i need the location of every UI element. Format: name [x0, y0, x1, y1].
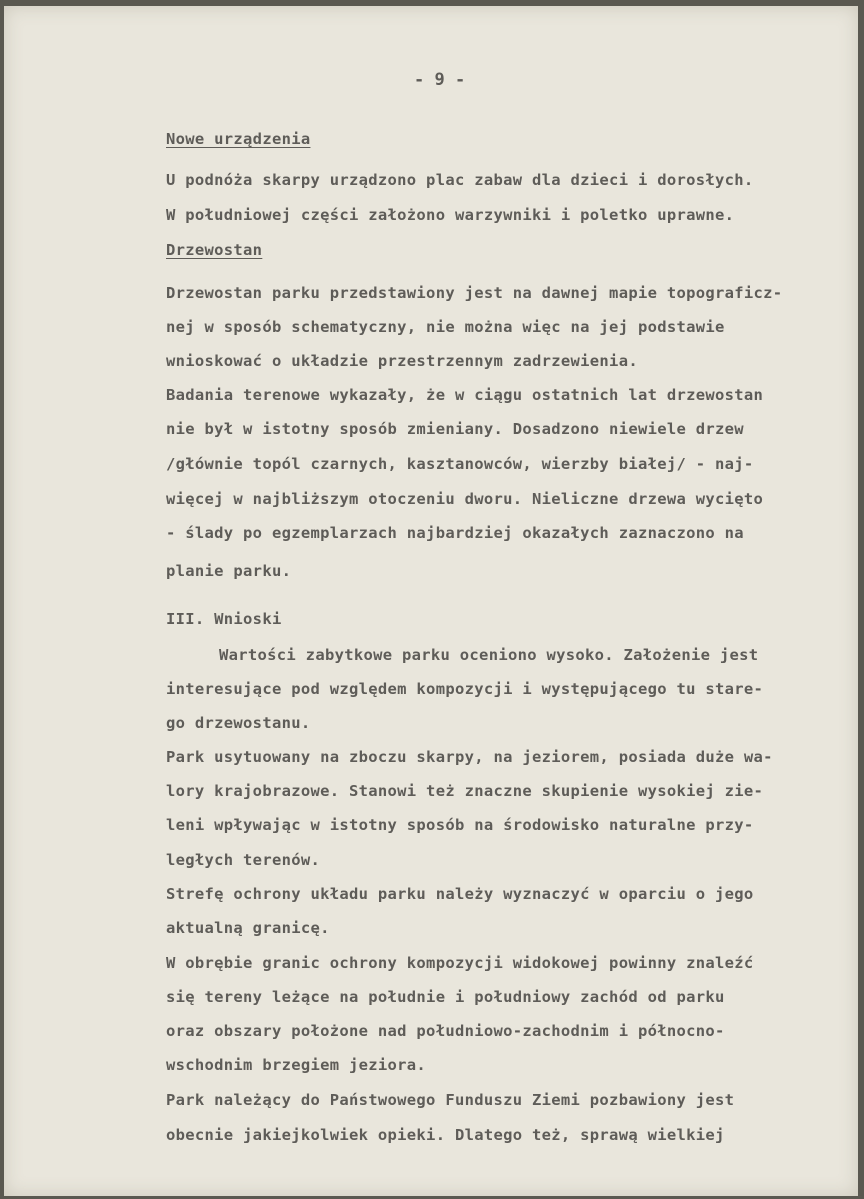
text-line: aktualną granicę. — [166, 919, 330, 937]
section-heading: Drzewostan — [166, 241, 263, 259]
text-line: go drzewostanu. — [166, 714, 311, 732]
section-heading: III. Wnioski — [166, 610, 282, 628]
text-line: U podnóża skarpy urządzono plac zabaw dla dzieci i dorosłych. — [166, 171, 754, 189]
text-line: Park należący do Państwowego Funduszu Ziemi pozbawiony jest — [166, 1091, 735, 1109]
text-line: ległych terenów. — [166, 851, 321, 869]
text-line: Strefę ochrony układu parku należy wyznaczyć w oparciu o jego — [166, 885, 754, 903]
document-page — [4, 6, 858, 1196]
text-line: - ślady po egzemplarzach najbardziej okazałych zaznaczono na — [166, 524, 744, 542]
text-line: więcej w najbliższym otoczeniu dworu. Nieliczne drzewa wycięto — [166, 490, 764, 508]
text-line: Wartości zabytkowe parku oceniono wysoko. Założenie jest — [219, 646, 759, 664]
text-line: Drzewostan parku przedstawiony jest na dawnej mapie topograficz- — [166, 284, 783, 302]
text-line: planie parku. — [166, 562, 292, 580]
text-line: lory krajobrazowe. Stanowi też znaczne skupienie wysokiej zie- — [166, 782, 764, 800]
page-number: - 9 - — [414, 70, 466, 90]
text-line: obecnie jakiejkolwiek opieki. Dlatego też, sprawą wielkiej — [166, 1126, 725, 1144]
text-line: leni wpływając w istotny sposób na środowisko naturalne przy- — [166, 816, 754, 834]
text-line: wnioskować o układzie przestrzennym zadrzewienia. — [166, 352, 638, 370]
text-line: nej w sposób schematyczny, nie można więc na jej podstawie — [166, 318, 725, 336]
text-line: wschodnim brzegiem jeziora. — [166, 1056, 427, 1074]
text-line: interesujące pod względem kompozycji i występującego tu stare- — [166, 680, 764, 698]
text-line: nie był w istotny sposób zmieniany. Dosadzono niewiele drzew — [166, 420, 744, 438]
text-line: Park usytuowany na zboczu skarpy, na jeziorem, posiada duże wa- — [166, 748, 773, 766]
text-line: W południowej części założono warzywniki i poletko uprawne. — [166, 206, 735, 224]
text-line: Badania terenowe wykazały, że w ciągu ostatnich lat drzewostan — [166, 386, 764, 404]
text-line: /głównie topól czarnych, kasztanowców, wierzby białej/ - naj- — [166, 455, 754, 473]
text-line: się tereny leżące na południe i południowy zachód od parku — [166, 988, 725, 1006]
text-line: W obrębie granic ochrony kompozycji widokowej powinny znaleźć — [166, 954, 754, 972]
section-heading: Nowe urządzenia — [166, 130, 311, 148]
text-line: oraz obszary położone nad południowo-zachodnim i północno- — [166, 1022, 725, 1040]
